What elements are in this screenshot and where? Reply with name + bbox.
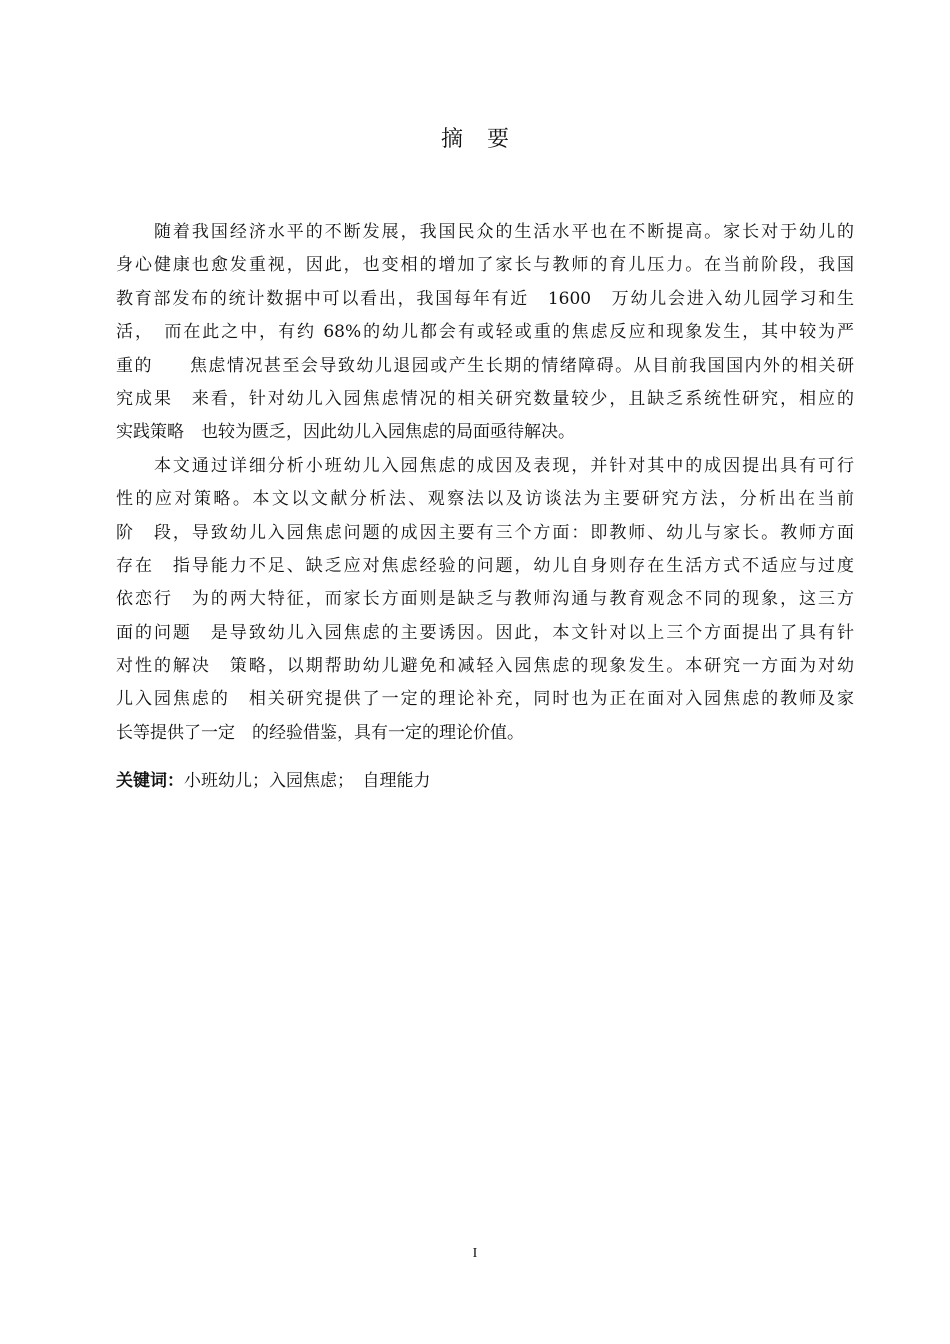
- text-line: 教育部发布的统计数据中可以看出，我国每年有近 1600 万幼儿会进入幼儿园学习和生: [116, 288, 854, 309]
- abstract-body: [116, 216, 854, 750]
- text-line: 活， 而在此之中，有约 68%的幼儿都会有或轻或重的焦虑反应和现象发生，其中较为严: [116, 322, 854, 343]
- page-title: 摘要: [440, 127, 533, 152]
- text-line: 长等提供了一定 的经验借鉴，具有一定的理论价值。: [116, 722, 524, 743]
- keywords: [116, 766, 431, 791]
- text-line: 依恋行 为的两大特征，而家长方面则是缺乏与教师沟通与教育观念不同的现象，这三方: [116, 589, 854, 610]
- text-line: 面的问题 是导致幼儿入园焦虑的主要诱因。因此，本文针对以上三个方面提出了具有针: [116, 622, 854, 643]
- page-number: I: [472, 1246, 478, 1261]
- text-line: 随着我国经济水平的不断发展，我国民众的生活水平也在不断提高。家长对于幼儿的: [116, 222, 854, 242]
- text-line: 实践策略 也较为匮乏，因此幼儿入园焦虑的局面亟待解决。: [116, 422, 575, 443]
- text-line: 阶 段，导致幼儿入园焦虑问题的成因主要有三个方面：即教师、幼儿与家长。教师方面: [116, 522, 854, 543]
- text-line: 儿入园焦虑的 相关研究提供了一定的理论补充，同时也为正在面对入园焦虑的教师及家: [116, 689, 854, 710]
- text-line: 性的应对策略。本文以文献分析法、观察法以及访谈法为主要研究方法，分析出在当前: [116, 489, 854, 510]
- text-line: 身心健康也愈发重视，因此，也变相的增加了家长与教师的育儿压力。在当前阶段，我国: [116, 255, 854, 276]
- text-line: 对性的解决 策略，以期帮助幼儿避免和减轻入园焦虑的现象发生。本研究一方面为对幼: [116, 656, 854, 677]
- keywords-label: 关键词：: [116, 771, 184, 791]
- text-line: 存在 指导能力不足、缺乏应对焦虑经验的问题，幼儿自身则存在生活方式不适应与过度: [116, 555, 854, 576]
- keywords-value: 小班幼儿；入园焦虑； 自理能力: [184, 771, 431, 791]
- text-line: 本文通过详细分析小班幼儿入园焦虑的成因及表现，并针对其中的成因提出具有可行: [116, 455, 854, 476]
- text-line: 究成果 来看，针对幼儿入园焦虑情况的相关研究数量较少，且缺乏系统性研究，相应的: [116, 388, 854, 409]
- text-line: 重的 焦虑情况甚至会导致幼儿退园或产生长期的情绪障碍。从目前我国国内外的相关研: [116, 355, 854, 376]
